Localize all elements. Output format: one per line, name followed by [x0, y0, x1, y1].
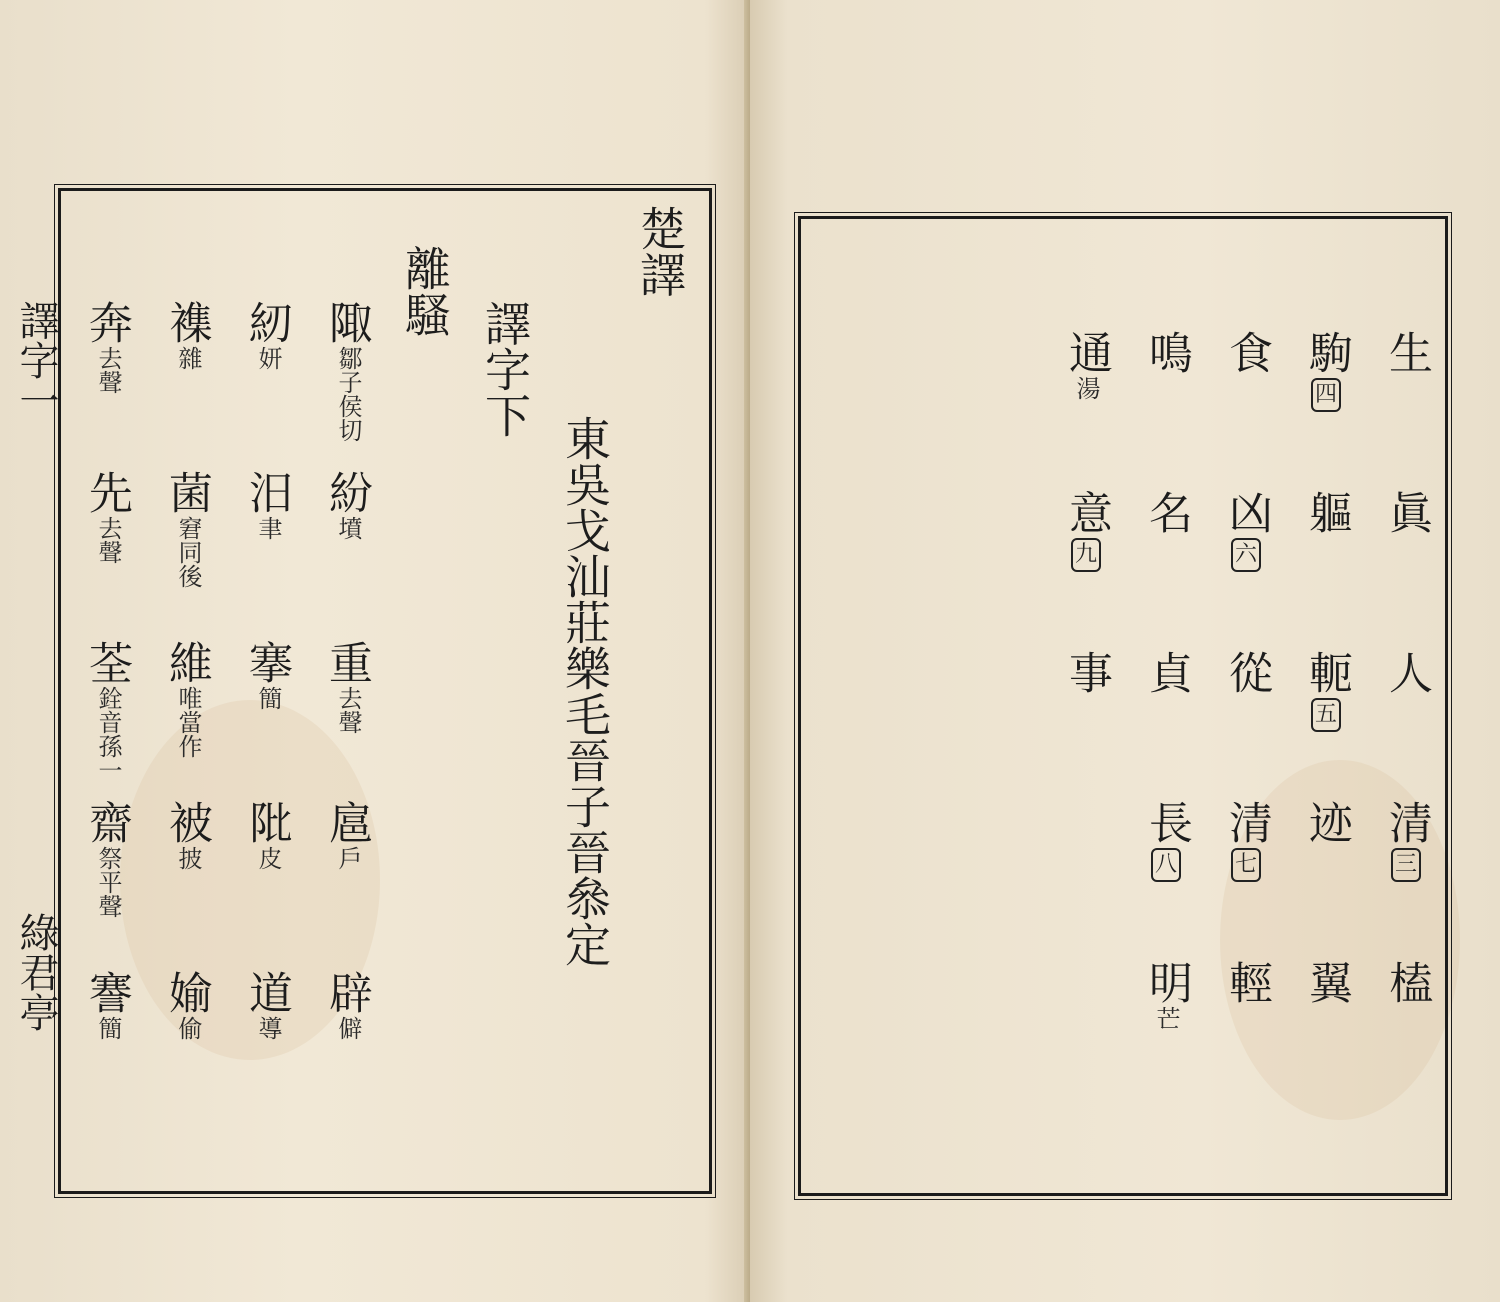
entry-character: 軛 [1301, 650, 1352, 694]
pronunciation-note: 窘同後 [174, 516, 202, 588]
entry-item [1216, 960, 1276, 1004]
pronunciation-note: 去聲 [334, 686, 362, 734]
entry-character: 長 [1141, 800, 1192, 844]
gloss-character: 奔 [81, 300, 132, 344]
book-title: 楚譯 [633, 205, 687, 297]
gloss-entry [158, 470, 214, 588]
gloss-character: 紉 [241, 300, 292, 344]
entry-item [1216, 330, 1276, 374]
gloss-entry [158, 970, 214, 1040]
gloss-character: 重 [321, 640, 372, 684]
gloss-character: 襍 [161, 300, 212, 344]
entry-item [1136, 800, 1196, 882]
entry-character: 明 [1141, 960, 1192, 1004]
gloss-entry [158, 800, 214, 870]
entry-item [1056, 490, 1116, 572]
boxed-numeral: 八 [1151, 848, 1181, 882]
gloss-entry [238, 470, 294, 540]
entry-character: 駒 [1301, 330, 1352, 374]
gloss-character: 菌 [161, 470, 212, 514]
gloss-character: 齋 [81, 800, 132, 844]
pronunciation-note: 聿 [254, 516, 282, 540]
margin-studio-label: 綠君亭 [13, 912, 59, 1032]
pronunciation-note: 唯當作 [174, 686, 202, 758]
gloss-character: 維 [161, 640, 212, 684]
entry-item [1136, 490, 1196, 534]
pronunciation-note: 墳 [334, 516, 362, 540]
pronunciation-note: 披 [174, 846, 202, 870]
entry-item [1216, 800, 1276, 882]
entry-character: 貞 [1141, 650, 1192, 694]
entry-item [1376, 330, 1436, 374]
chapter-title: 離騷 [398, 245, 452, 337]
gloss-entry [318, 800, 374, 870]
entry-item [1136, 960, 1196, 1030]
pronunciation-note: 湯 [1072, 376, 1100, 400]
gloss-character: 荃 [81, 640, 132, 684]
pronunciation-note: 偷 [174, 1016, 202, 1040]
section-title: 譯字下 [478, 300, 532, 438]
boxed-numeral: 三 [1391, 848, 1421, 882]
gloss-character: 陬 [321, 300, 372, 344]
entry-item [1216, 490, 1276, 572]
entry-character: 清 [1381, 800, 1432, 844]
gloss-entry [318, 470, 374, 540]
entry-item [1296, 800, 1356, 844]
gloss-entry [78, 300, 134, 394]
gloss-entry [78, 970, 134, 1040]
entry-item [1216, 650, 1276, 694]
entry-character: 迹 [1301, 800, 1352, 844]
gloss-entry [78, 470, 134, 564]
entry-item [1296, 960, 1356, 1004]
entry-character: 榼 [1381, 960, 1432, 1004]
pronunciation-note: 祭平聲 [94, 846, 122, 918]
pronunciation-note: 皮 [254, 846, 282, 870]
gloss-entry [238, 800, 294, 870]
entry-character: 人 [1381, 650, 1432, 694]
entry-item [1056, 650, 1116, 694]
gloss-entry [78, 640, 134, 782]
pronunciation-note: 去聲 [94, 346, 122, 394]
entry-character: 通 [1061, 330, 1112, 374]
gloss-entry [238, 640, 294, 710]
gloss-character: 紛 [321, 470, 372, 514]
entry-item [1376, 490, 1436, 534]
entry-character: 名 [1141, 490, 1192, 534]
boxed-numeral: 七 [1231, 848, 1261, 882]
gloss-entry [238, 970, 294, 1040]
gloss-character: 扈 [321, 800, 372, 844]
entry-item [1376, 800, 1436, 882]
entry-character: 清 [1221, 800, 1272, 844]
gloss-entry [318, 300, 374, 442]
gloss-entry [158, 300, 214, 370]
entry-character: 食 [1221, 330, 1272, 374]
pronunciation-note: 雜 [174, 346, 202, 370]
boxed-numeral: 四 [1311, 378, 1341, 412]
entry-character: 生 [1381, 330, 1432, 374]
gloss-entry [238, 300, 294, 370]
pronunciation-note: 戶 [334, 846, 362, 870]
entry-character: 意 [1061, 490, 1112, 534]
gloss-character: 搴 [241, 640, 292, 684]
entry-character: 鳴 [1141, 330, 1192, 374]
boxed-numeral: 九 [1071, 538, 1101, 572]
entry-item [1296, 650, 1356, 732]
pronunciation-note: 芒 [1152, 1006, 1180, 1030]
entry-character: 凶 [1221, 490, 1272, 534]
gloss-character: 被 [161, 800, 212, 844]
gloss-character: 道 [241, 970, 292, 1014]
margin-section-label: 譯字一 [13, 300, 59, 420]
pronunciation-note: 妍 [254, 346, 282, 370]
entry-item [1056, 330, 1116, 400]
gloss-entry [78, 800, 134, 918]
gloss-entry [318, 640, 374, 734]
entry-item [1376, 960, 1436, 1004]
pronunciation-note: 導 [254, 1016, 282, 1040]
entry-character: 事 [1061, 650, 1112, 694]
boxed-numeral: 六 [1231, 538, 1261, 572]
entry-item [1136, 330, 1196, 374]
boxed-numeral: 五 [1311, 698, 1341, 732]
gloss-character: 先 [81, 470, 132, 514]
entry-item [1296, 330, 1356, 412]
editor-line: 東吳戈汕莊樂毛晉子晉叅定 [558, 415, 612, 967]
pronunciation-note: 銓音孫一 [94, 686, 122, 782]
gloss-character: 媮 [161, 970, 212, 1014]
pronunciation-note: 簡 [94, 1016, 122, 1040]
gloss-entry [158, 640, 214, 758]
pronunciation-note: 去聲 [94, 516, 122, 564]
pronunciation-note: 簡 [254, 686, 282, 710]
entry-character: 翼 [1301, 960, 1352, 1004]
entry-item [1376, 650, 1436, 694]
gloss-character: 阰 [241, 800, 292, 844]
entry-character: 輕 [1221, 960, 1272, 1004]
entry-character: 眞 [1381, 490, 1432, 534]
pronunciation-note: 僻 [334, 1016, 362, 1040]
entry-item [1136, 650, 1196, 694]
entry-character: 軀 [1301, 490, 1352, 534]
gloss-character: 辟 [321, 970, 372, 1014]
gloss-character: 謇 [81, 970, 132, 1014]
pronunciation-note: 鄒子侯切 [334, 346, 362, 442]
right-page [750, 0, 1500, 1302]
entry-item [1296, 490, 1356, 534]
gloss-character: 汨 [241, 470, 292, 514]
entry-character: 從 [1221, 650, 1272, 694]
gloss-entry [318, 970, 374, 1040]
